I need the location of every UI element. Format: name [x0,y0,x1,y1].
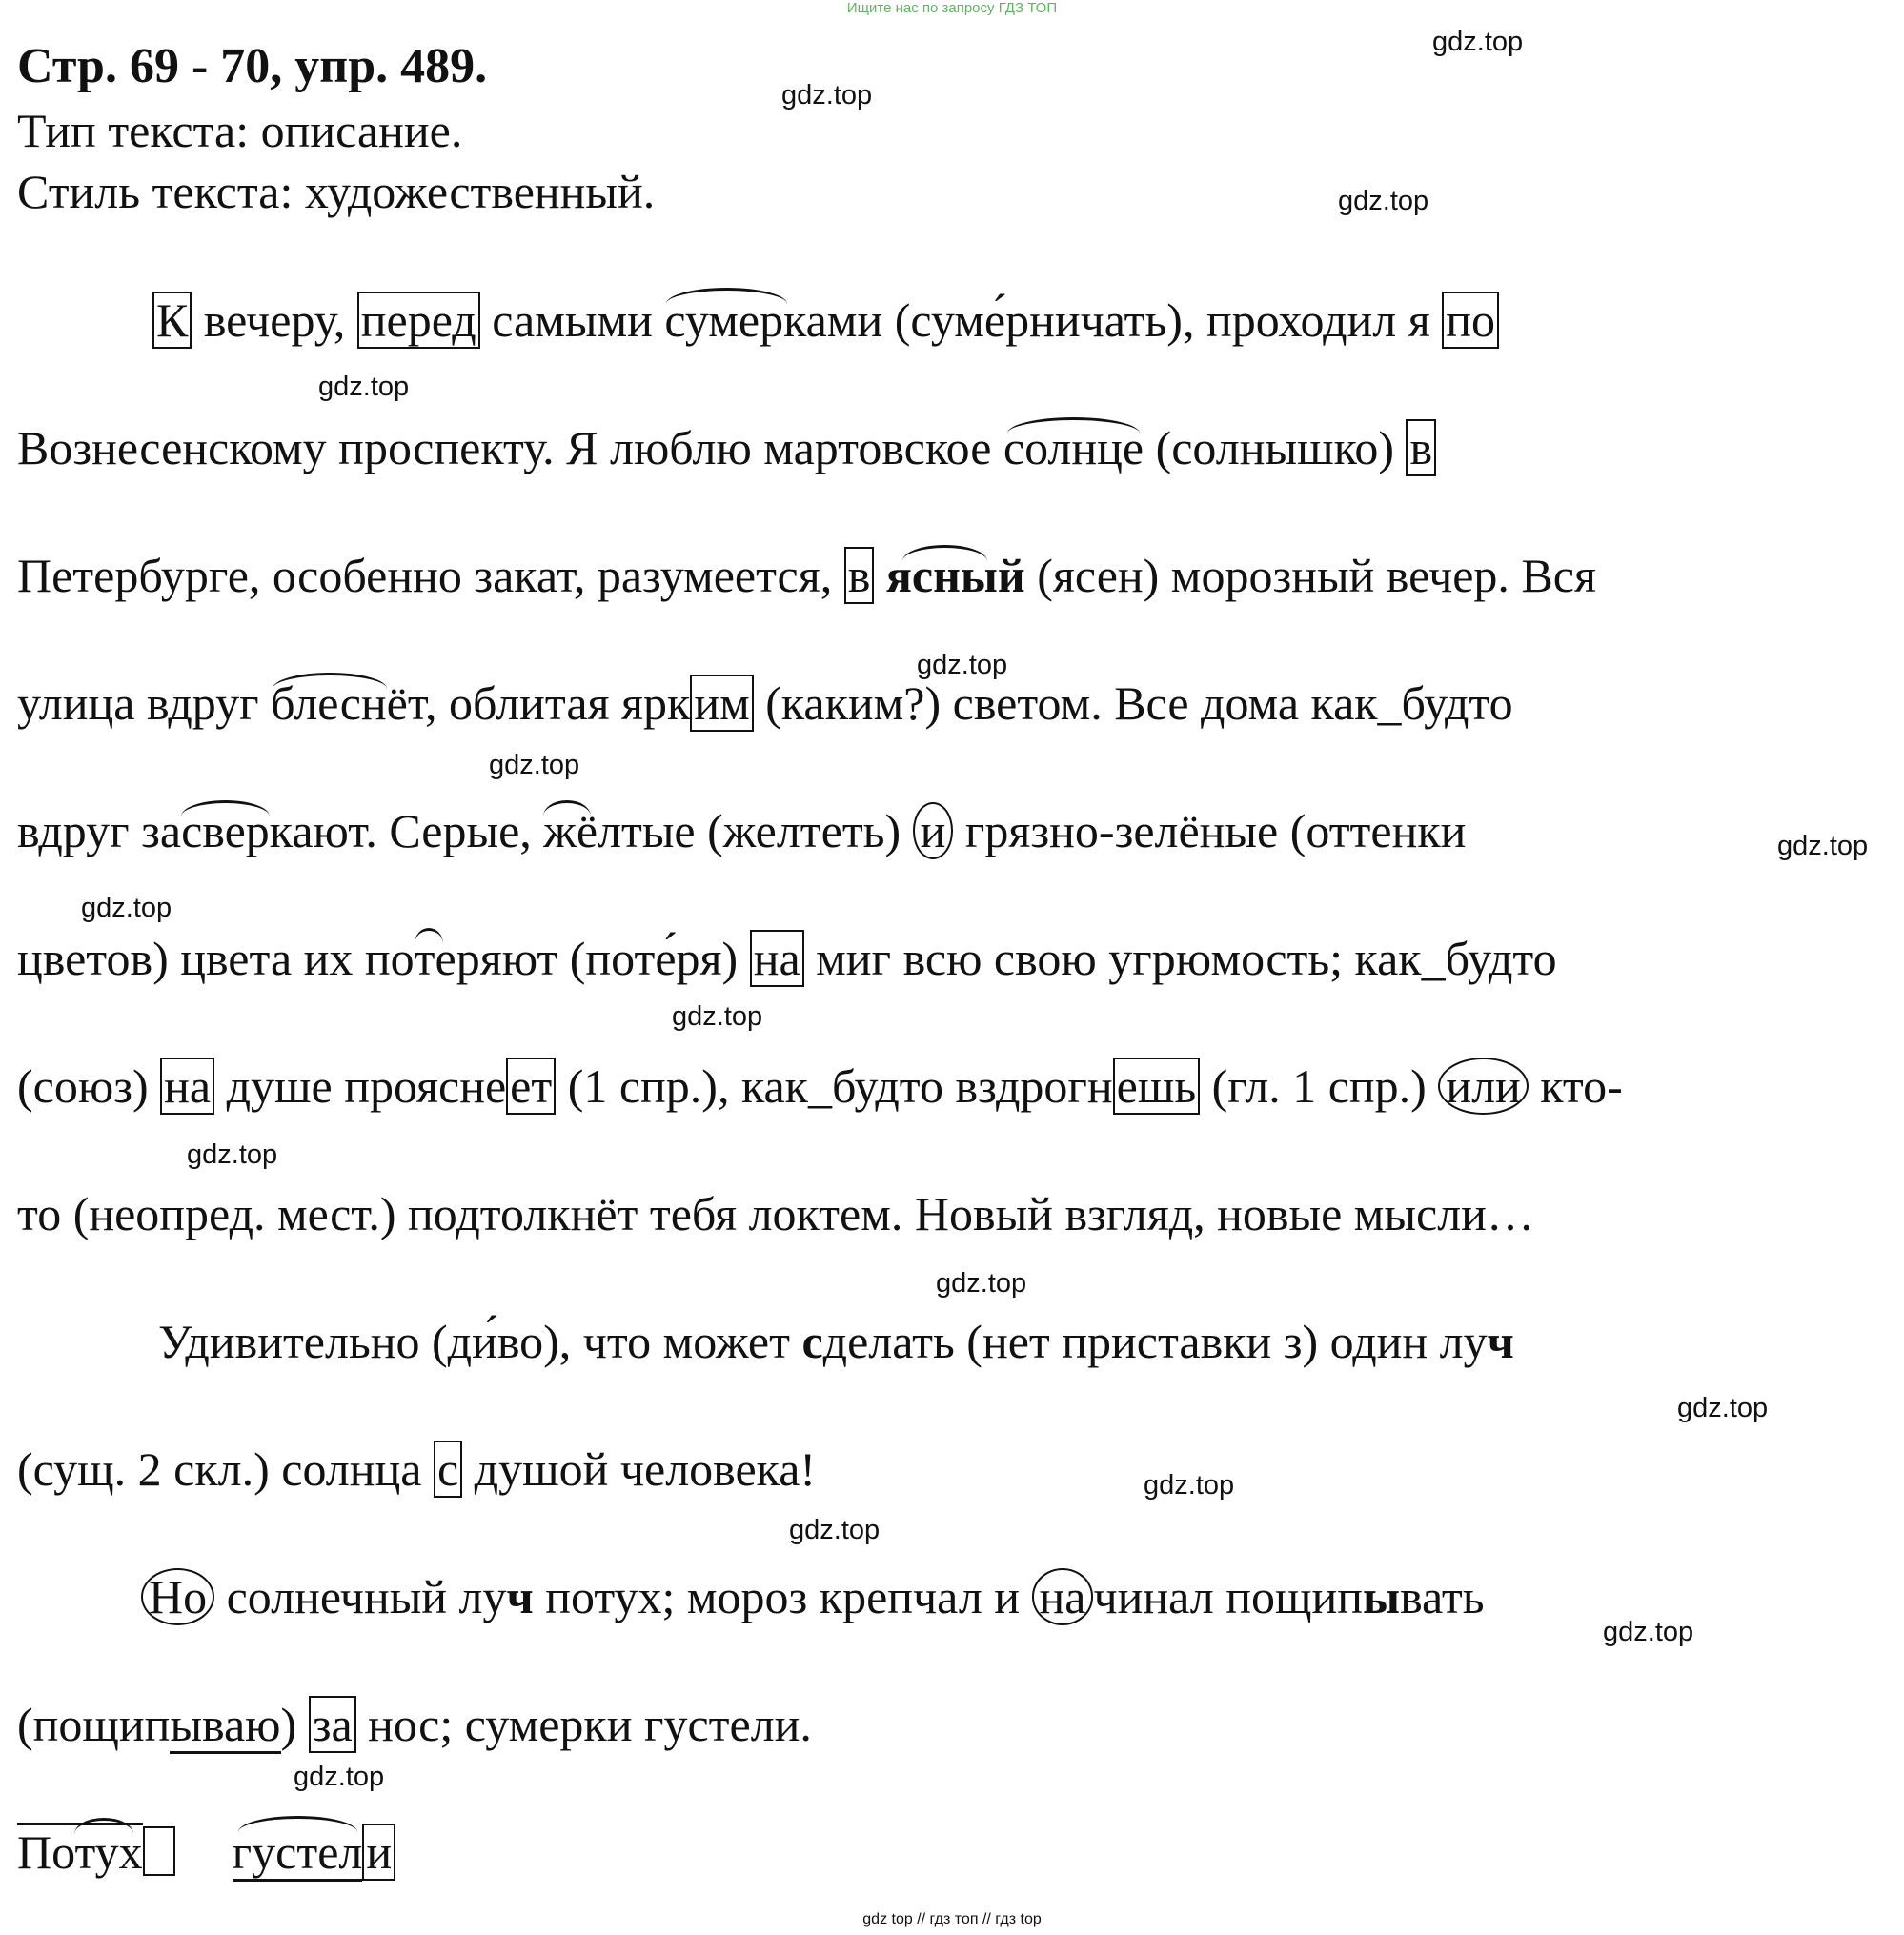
page-title: Стр. 69 - 70, упр. 489. [17,39,488,93]
text-span: (1 спр.), как_будто вздрогн [556,1059,1113,1113]
boxed-ending: и [362,1824,395,1881]
text-span: сумерками [664,293,883,347]
watermark: gdz.top [781,80,873,111]
watermark: gdz.top [318,372,410,402]
text-span: улица вдруг [17,676,272,730]
parse-line [17,1824,395,1880]
text-span: то (неопред. мест.) подтолкнёт тебя локтем. Новый взгляд, новые мысли… [17,1187,1534,1240]
text-line [17,1441,816,1497]
text-span: солнце [1003,421,1144,474]
boxed-word: по [1442,292,1499,349]
footer-watermark: gdz top // гдз топ // гдз top [862,1911,1042,1927]
text-span: вдруг за [17,804,182,857]
text-line [17,1058,1623,1114]
root-arc [238,1816,357,1832]
text-span: грязно-зелёные (оттенки [953,804,1467,857]
watermark: gdz.top [1144,1470,1235,1501]
text-span: густел [233,1825,363,1882]
text-line [152,292,1499,348]
text-line [17,1697,812,1752]
text-span: вать [1400,1570,1485,1623]
root-marked-word [543,804,695,857]
text-line [158,1314,1514,1369]
watermark: gdz.top [187,1139,278,1170]
root-marked-word [271,676,425,730]
watermark: gdz.top [917,650,1008,680]
text-line [17,803,1466,858]
watermark: gdz.top [1432,27,1524,57]
boxed-word: К [152,292,192,349]
watermark: gdz.top [81,893,172,923]
text-span: (сущ. 2 скл.) солнца [17,1442,434,1496]
text-line [17,548,1596,603]
root-marked-word [1003,421,1144,474]
circled-word: Но [141,1568,214,1625]
text-span: душой человека! [462,1442,817,1496]
watermark: gdz.top [672,1001,763,1032]
watermark: gdz.top [1677,1393,1769,1423]
root-arc [415,928,444,944]
text-span: . Серые, [365,804,544,857]
text-span: блеснёт [271,676,425,730]
boxed-word: на [160,1058,214,1115]
text-span: самыми [479,293,665,347]
text-span: (поте́ря) [557,932,750,985]
bold-letter: ы [1363,1570,1401,1623]
text-type: Тип текста: описание. [17,104,463,157]
boxed-ending: им [690,675,753,732]
text-span: Петербурге, особенно закат, разумеется, [17,549,844,602]
text-line [141,1569,1485,1624]
text-span: кто- [1528,1059,1623,1113]
text-line [17,675,1513,731]
text-span: сверкают [181,804,366,857]
underlined-suffix: ываю [170,1698,280,1754]
root-arc [543,800,590,816]
text-span: миг всю свою угрюмость; как_будто [803,932,1557,985]
watermark: gdz.top [294,1762,385,1792]
text-span: Потух [17,1823,143,1879]
watermark: gdz.top [489,750,580,780]
parsed-word-potukh [17,1825,143,1879]
text-span: делать (нет приставки з) один лу [822,1315,1488,1368]
text-span: вечеру, [192,293,357,347]
watermark: gdz.top [1603,1617,1694,1647]
top-banner: Ищите нас по запросу ГДЗ ТОП [846,0,1058,16]
text-line [17,1186,1534,1241]
watermark: gdz.top [1777,831,1869,861]
text-span: , облитая ярк [424,676,691,730]
text-line [17,420,1436,475]
text-span: Вознесенскому проспекту. Я люблю мартовское [17,421,1003,474]
text-span: (желтеть) [695,804,913,857]
boxed-ending: ет [506,1058,556,1115]
zero-ending-box [143,1826,175,1876]
boxed-ending: ешь [1113,1058,1201,1115]
text-span: ) [280,1698,309,1751]
text-span: (солнышко) [1144,421,1407,474]
text-span: душе проясне [214,1059,507,1113]
root-marked-word [415,932,558,985]
circled-word: и [913,802,954,859]
text-style: Стиль текста: художественный. [17,165,656,218]
text-span: (ясен) морозный вечер. Вся [1024,549,1596,602]
circled-word: или [1438,1058,1528,1115]
root-marked-word [874,549,1024,602]
watermark: gdz.top [1338,186,1429,216]
boxed-word: на [750,930,804,987]
text-line [17,931,1557,986]
boxed-word: за [309,1696,356,1753]
root-arc [1007,417,1140,433]
text-span: Удивительно (ди́во), что может [158,1315,802,1368]
text-span: чинал пощип [1093,1570,1364,1623]
root-marked-word [664,293,882,347]
watermark: gdz.top [789,1515,881,1545]
root-arc [74,1818,133,1834]
boxed-word: в [1406,419,1436,476]
text-span: ясный [874,549,1025,602]
boxed-word: в [844,547,875,604]
root-arc [273,673,387,689]
circled-prefix: на [1032,1568,1094,1625]
text-span: цветов) цвета их по [17,932,415,985]
watermark: gdz.top [936,1268,1027,1299]
bold-letter: ч [506,1570,534,1623]
root-arc [666,288,787,304]
root-marked-word [181,804,365,857]
text-span: теряют [414,932,558,985]
text-span: (гл. 1 спр.) [1200,1059,1439,1113]
text-span: (пощип [17,1698,171,1751]
root-arc [181,800,270,816]
bold-letter: ч [1487,1315,1514,1368]
text-span: потух; мороз крепчал и [533,1570,1032,1623]
boxed-word: перед [357,292,480,349]
text-span: (суме́рничать), проходил я [882,293,1443,347]
text-span: (союз) [17,1059,161,1113]
parsed-word-gusteli [233,1825,395,1879]
text-span: жёлтые [543,804,696,857]
prefix-letter: с [801,1315,823,1368]
boxed-word: с [434,1441,462,1498]
text-span: (каким?) светом. Все дома как_будто [753,676,1513,730]
text-span: нос; сумерки густели. [355,1698,812,1751]
root-arc [902,545,986,561]
text-span: солнечный лу [214,1570,507,1623]
